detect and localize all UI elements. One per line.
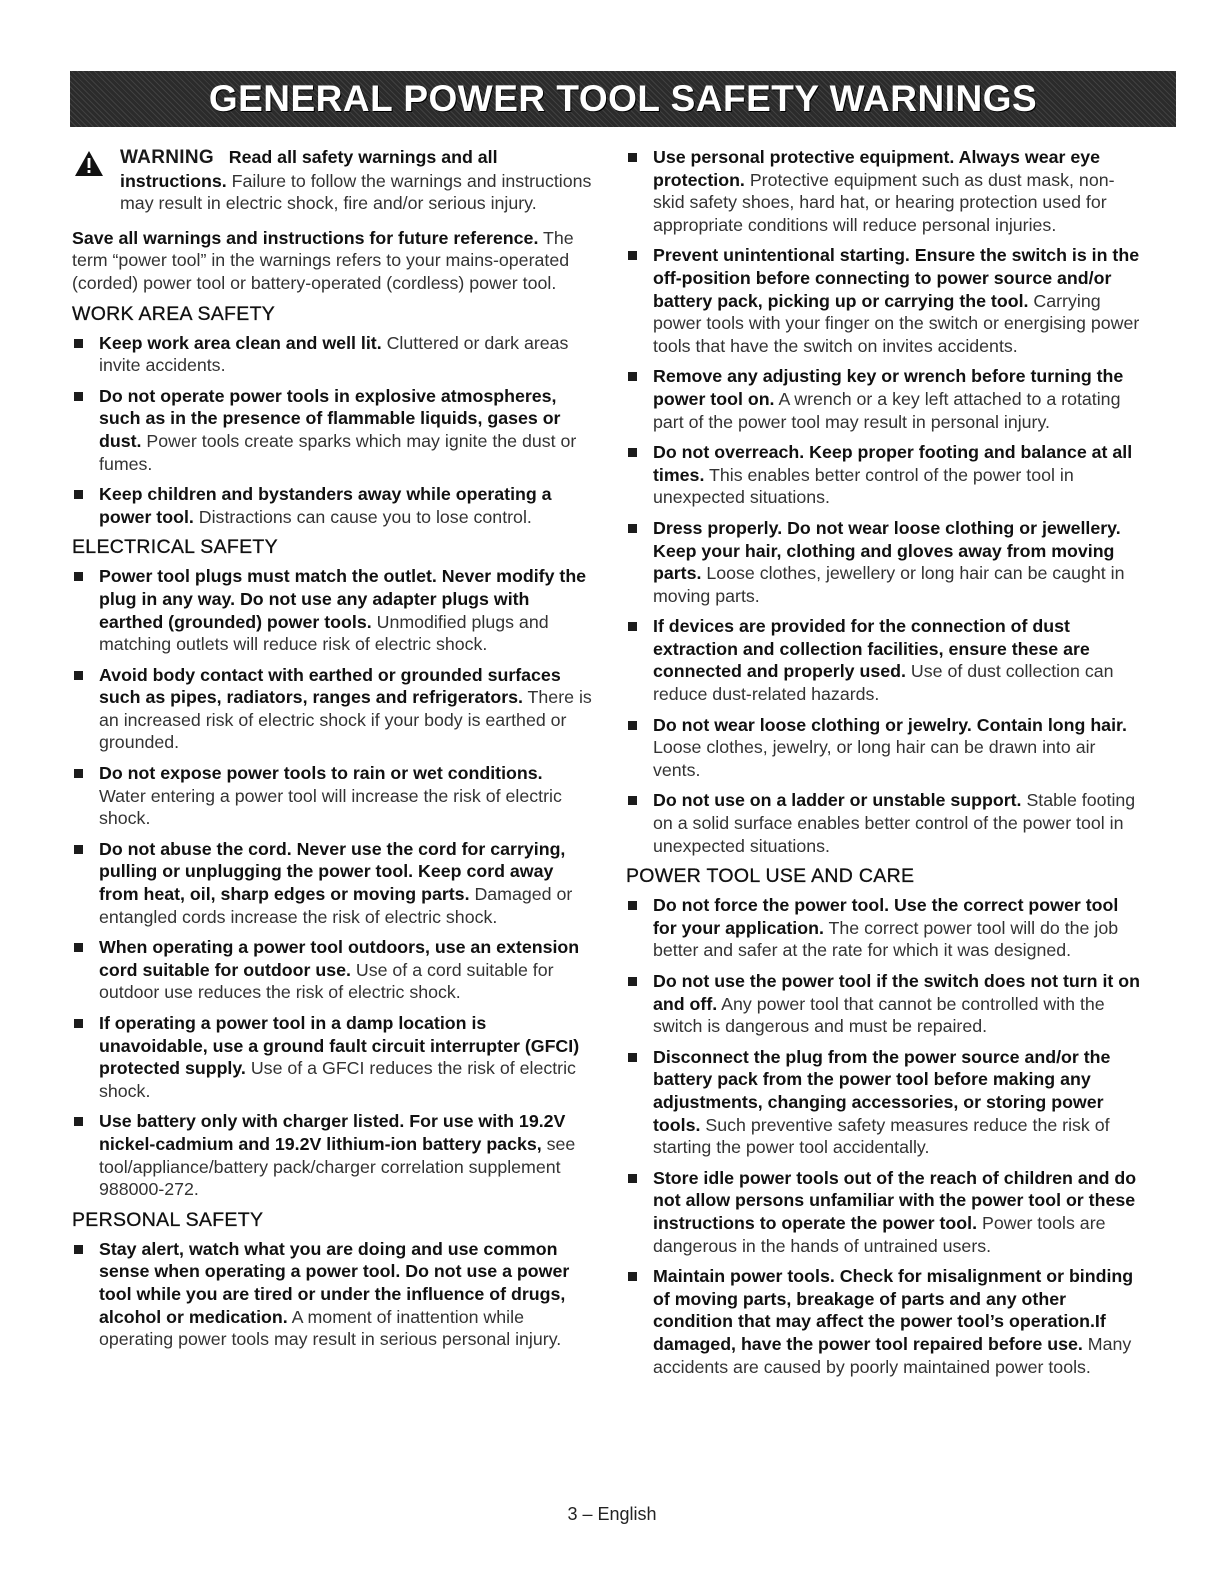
item-text: A wrench or a key left attached to a rotating part of the power tool may result in personal injury. bbox=[653, 388, 1121, 432]
item-bold-text: Stay alert, watch what you are doing and use common sense when operating a power tool. Do not use a power tool while you are tired or under the influence of drugs, alcohol or medication. bbox=[99, 1238, 570, 1327]
item-bold-text: Do not wear loose clothing or jewelry. Contain long hair. bbox=[653, 714, 1127, 735]
item-bold-text: Do not abuse the cord. Never use the cord for carrying, pulling or unplugging the power tool. Keep cord away from heat, oil, sharp edges or moving parts. bbox=[99, 838, 566, 905]
item-text: see tool/appliance/battery pack/charger correlation supplement 988000-272. bbox=[99, 1133, 576, 1200]
square-bullet-icon bbox=[74, 1117, 83, 1126]
save-text: The term “power tool” in the warnings refers to your mains-operated (corded) power tool or battery-operated (cordless) power tool. bbox=[72, 227, 574, 293]
square-bullet-icon bbox=[74, 490, 83, 499]
section-item-list bbox=[72, 565, 592, 1200]
warning-item bbox=[72, 332, 592, 377]
square-bullet-icon bbox=[628, 524, 637, 533]
warning-item bbox=[72, 838, 592, 928]
square-bullet-icon bbox=[628, 721, 637, 730]
warning-item bbox=[72, 1110, 592, 1200]
section-heading: POWER TOOL USE AND CARE bbox=[626, 865, 915, 888]
item-text: Distractions can cause you to lose control. bbox=[193, 506, 532, 527]
right-sections bbox=[626, 865, 1146, 1378]
square-bullet-icon bbox=[74, 572, 83, 581]
item-bold-text: Do not operate power tools in explosive atmospheres, such as in the presence of flammable liquids, gases or dust. bbox=[99, 385, 561, 451]
warning-item bbox=[626, 146, 1146, 236]
square-bullet-icon bbox=[74, 845, 83, 854]
square-bullet-icon bbox=[74, 671, 83, 680]
right-column bbox=[626, 146, 1146, 1386]
item-bold-text: Maintain power tools. Check for misalignment or binding of moving parts, breakage of parts and any other condition that may affect the power tool’s operation.If damaged, have the power tool repaired before use. bbox=[653, 1266, 1134, 1354]
item-text: Damaged or entangled cords increase the risk of electric shock. bbox=[99, 884, 573, 927]
item-bold-text: Remove any adjusting key or wrench before turning the power tool on. bbox=[653, 366, 1124, 409]
page-title: GENERAL POWER TOOL SAFETY WARNINGS bbox=[208, 78, 1038, 119]
item-text: Such preventive safety measures reduce the risk of starting the power tool accidentally. bbox=[653, 1114, 1110, 1158]
square-bullet-icon bbox=[74, 1245, 83, 1254]
section-item-list bbox=[72, 332, 592, 529]
warning-item bbox=[72, 936, 592, 1004]
item-text: Power tools create sparks which may ignite the dust or fumes. bbox=[99, 430, 577, 474]
warning-item bbox=[72, 1012, 592, 1102]
item-bold-text: If devices are provided for the connection of dust extraction and collection facilities, ensure these are connected and properly used. bbox=[653, 616, 1090, 682]
warning-item bbox=[72, 762, 592, 830]
item-bold-text: Do not overreach. Keep proper footing and balance at all times. bbox=[653, 442, 1133, 485]
warning-item bbox=[626, 365, 1146, 433]
item-bold-text: Use personal protective equipment. Always wear eye protection. bbox=[653, 147, 1101, 190]
save-instructions bbox=[72, 227, 592, 295]
warning-item bbox=[626, 441, 1146, 509]
item-text: Stable footing on a solid surface enables better control of the power tool in unexpected situations. bbox=[653, 790, 1136, 856]
warning-item bbox=[72, 565, 592, 655]
item-text: Cluttered or dark areas invite accidents. bbox=[99, 332, 569, 376]
item-text: Power tools are dangerous in the hands of untrained users. bbox=[653, 1212, 1106, 1256]
item-text: Use of a cord suitable for outdoor use reduces the risk of electric shock. bbox=[99, 959, 554, 1003]
square-bullet-icon bbox=[74, 392, 83, 401]
item-bold-text: Do not force the power tool. Use the correct power tool for your application. bbox=[653, 895, 1119, 938]
item-text: Use of a GFCI reduces the risk of electric shock. bbox=[99, 1058, 576, 1101]
warning-item bbox=[626, 1167, 1146, 1257]
section-heading: WORK AREA SAFETY bbox=[72, 302, 276, 325]
warning-text: Failure to follow the warnings and instructions may result in electric shock, fire and/or serious injury. bbox=[120, 170, 592, 214]
square-bullet-icon bbox=[74, 943, 83, 952]
warning-item bbox=[72, 385, 592, 475]
square-bullet-icon bbox=[628, 448, 637, 457]
warning-item bbox=[72, 483, 592, 528]
square-bullet-icon bbox=[628, 796, 637, 805]
warning-item bbox=[626, 1265, 1146, 1378]
left-column bbox=[72, 146, 592, 1359]
item-text: Carrying power tools with your finger on the switch or energising power tools that have the switch on invites accidents. bbox=[653, 290, 1140, 356]
warning-item bbox=[626, 517, 1146, 607]
item-bold-text: When operating a power tool outdoors, use an extension cord suitable for outdoor use. bbox=[99, 937, 580, 980]
item-text: Any power tool that cannot be controlled with the switch is dangerous and must be repaired. bbox=[653, 993, 1105, 1037]
page-footer: 3 – English bbox=[567, 1504, 657, 1524]
warning-item bbox=[626, 1046, 1146, 1159]
warning-bold-text: Read all safety warnings and all instructions. bbox=[120, 147, 498, 191]
item-text: Water entering a power tool will increase the risk of electric shock. bbox=[99, 785, 562, 829]
warning-item bbox=[626, 970, 1146, 1038]
square-bullet-icon bbox=[74, 769, 83, 778]
item-bold-text: Prevent unintentional starting. Ensure the switch is in the off-position before connecting to power source and/or battery pack, picking up or carrying the tool. bbox=[653, 245, 1140, 311]
item-bold-text: Do not use the power tool if the switch does not turn it on and off. bbox=[653, 971, 1140, 1014]
item-bold-text: Store idle power tools out of the reach of children and do not allow persons unfamiliar with the power tool or these instructions to operate the power tool. bbox=[653, 1167, 1137, 1233]
personal-safety-continued-list bbox=[626, 146, 1146, 857]
square-bullet-icon bbox=[74, 339, 83, 348]
item-text: The correct power tool will do the job better and safer at the rate for which it was designed. bbox=[653, 917, 1119, 961]
warning-item bbox=[626, 894, 1146, 962]
warning-intro bbox=[72, 146, 592, 215]
item-bold-text: If operating a power tool in a damp location is unavoidable, use a ground fault circuit interrupter (GFCI) protected supply. bbox=[99, 1013, 580, 1079]
square-bullet-icon bbox=[628, 1174, 637, 1183]
square-bullet-icon bbox=[628, 153, 637, 162]
item-bold-text: Avoid body contact with earthed or grounded surfaces such as pipes, radiators, ranges and refrigerators. bbox=[99, 664, 561, 708]
save-bold-text: Save all warnings and instructions for future reference. bbox=[72, 227, 539, 248]
item-text: This enables better control of the power tool in unexpected situations. bbox=[653, 464, 1074, 508]
square-bullet-icon bbox=[628, 1053, 637, 1062]
square-bullet-icon bbox=[628, 622, 637, 631]
item-text: There is an increased risk of electric shock if your body is earthed or grounded. bbox=[99, 687, 592, 753]
section-item-list bbox=[72, 1238, 592, 1351]
section-item-list bbox=[626, 894, 1146, 1378]
item-bold-text: Keep children and bystanders away while operating a power tool. bbox=[99, 484, 552, 527]
item-text: A moment of inattention while operating power tools may result in serious personal injury. bbox=[99, 1306, 562, 1350]
title-banner bbox=[70, 71, 1176, 127]
item-bold-text: Do not expose power tools to rain or wet conditions. bbox=[99, 763, 543, 784]
item-text: Loose clothes, jewelry, or long hair can be drawn into air vents. bbox=[653, 737, 1096, 780]
warning-item bbox=[72, 1238, 592, 1351]
section-heading: PERSONAL SAFETY bbox=[72, 1208, 264, 1231]
square-bullet-icon bbox=[628, 901, 637, 910]
square-bullet-icon bbox=[628, 372, 637, 381]
item-bold-text: Use battery only with charger listed. For use with 19.2V nickel-cadmium and 19.2V lithium-ion battery packs, bbox=[99, 1111, 566, 1154]
item-text: Many accidents are caused by poorly maintained power tools. bbox=[653, 1333, 1132, 1377]
item-bold-text: Power tool plugs must match the outlet. Never modify the plug in any way. Do not use any adapter plugs with earthed (grounded) power tools. bbox=[99, 566, 587, 632]
item-bold-text: Keep work area clean and well lit. bbox=[99, 332, 382, 353]
warning-word: WARNING bbox=[120, 147, 214, 168]
warning-triangle-icon bbox=[74, 150, 104, 177]
item-text: Loose clothes, jewellery or long hair can be caught in moving parts. bbox=[653, 563, 1125, 606]
item-text: Unmodified plugs and matching outlets will reduce risk of electric shock. bbox=[99, 611, 549, 655]
section-heading: ELECTRICAL SAFETY bbox=[72, 536, 278, 559]
warning-item bbox=[626, 615, 1146, 705]
item-bold-text: Dress properly. Do not wear loose clothing or jewellery. Keep your hair, clothing and gloves away from moving parts. bbox=[653, 517, 1121, 584]
square-bullet-icon bbox=[628, 251, 637, 260]
square-bullet-icon bbox=[628, 977, 637, 986]
item-bold-text: Do not use on a ladder or unstable support. bbox=[653, 790, 1022, 811]
square-bullet-icon bbox=[74, 1019, 83, 1028]
item-bold-text: Disconnect the plug from the power source and/or the battery pack from the power tool before making any adjustments, changing accessories, or storing power tools. bbox=[653, 1046, 1111, 1135]
warning-item bbox=[626, 714, 1146, 782]
item-text: Use of dust collection can reduce dust-related hazards. bbox=[653, 661, 1114, 705]
left-sections bbox=[72, 303, 592, 1351]
warning-item bbox=[72, 664, 592, 754]
warning-item bbox=[626, 244, 1146, 357]
warning-item bbox=[626, 789, 1146, 857]
item-text: Protective equipment such as dust mask, non-skid safety shoes, hard hat, or hearing protection used for appropriate conditions will reduce personal injuries. bbox=[653, 169, 1115, 235]
square-bullet-icon bbox=[628, 1272, 637, 1281]
